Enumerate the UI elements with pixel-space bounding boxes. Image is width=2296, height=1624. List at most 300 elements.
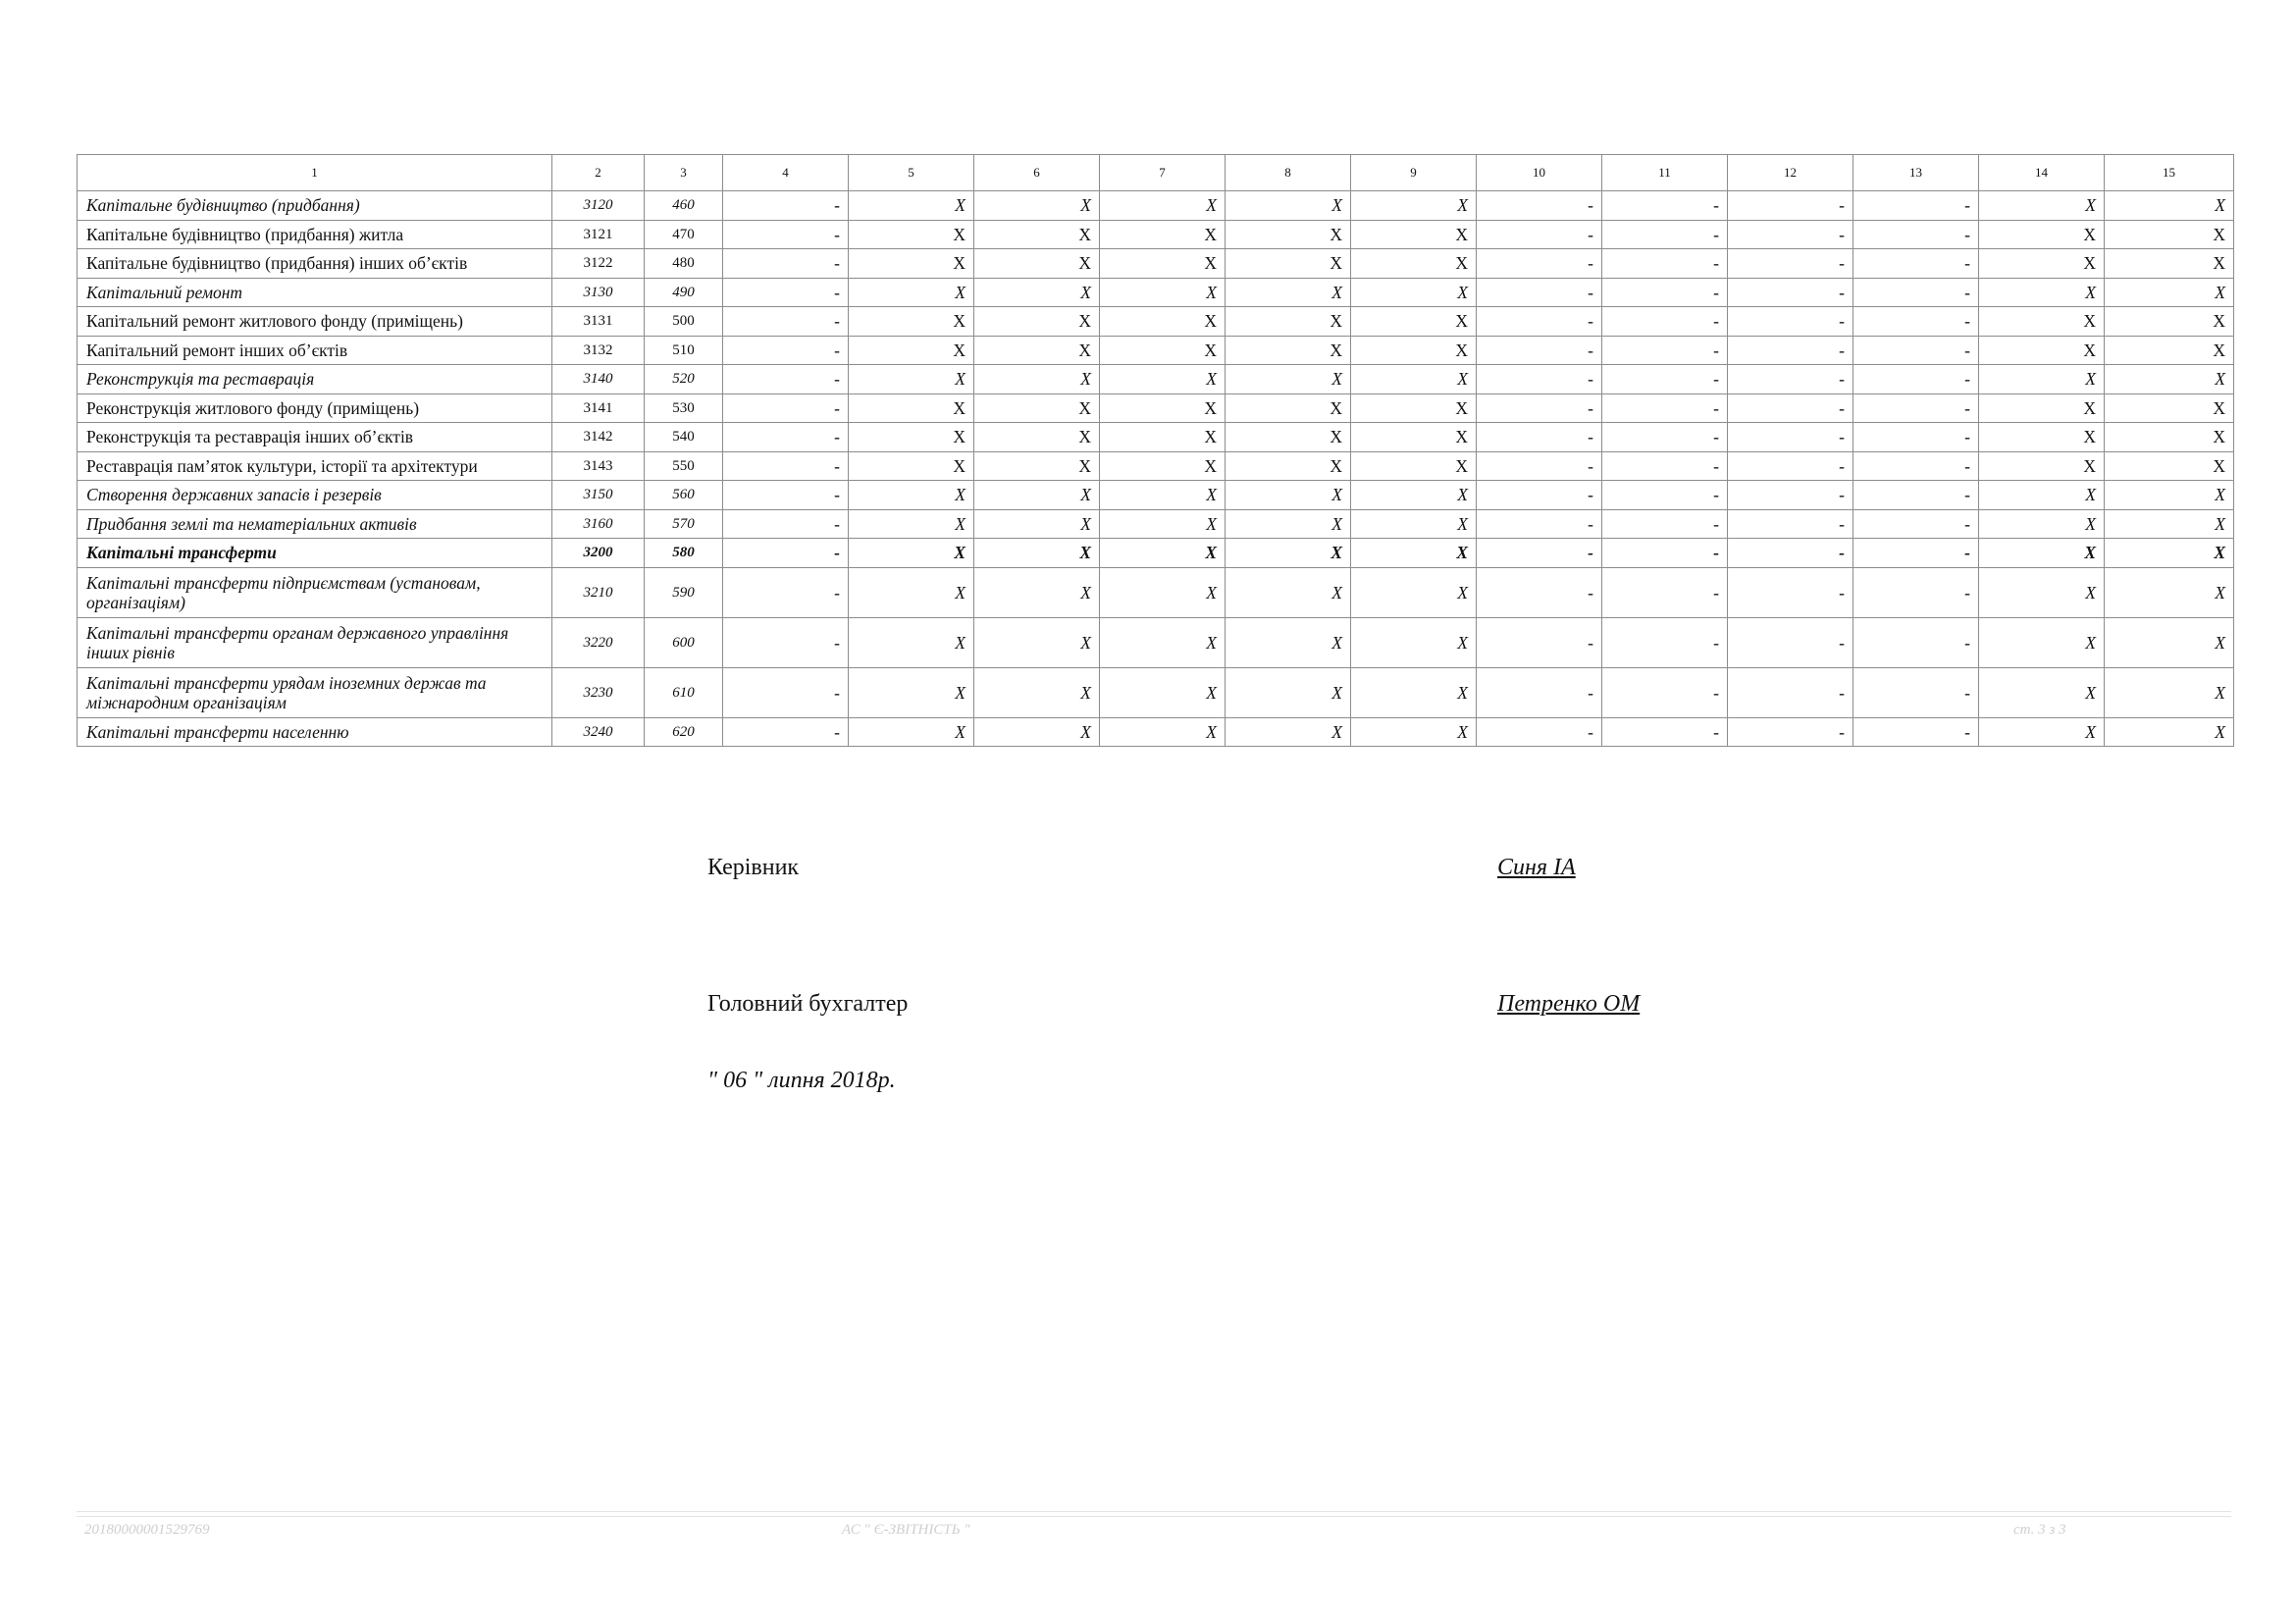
value-cell: - [1477, 249, 1602, 279]
value-cell: X [1226, 278, 1351, 307]
row-label-cell: Створення державних запасів і резервів [78, 481, 552, 510]
column-header: 9 [1351, 155, 1477, 191]
value-cell: X [1226, 667, 1351, 717]
value-cell: X [849, 249, 974, 279]
line-code-cell: 470 [645, 220, 723, 249]
column-header: 12 [1728, 155, 1853, 191]
kekv-code-cell: 3141 [552, 393, 645, 423]
value-cell: - [1602, 336, 1728, 365]
table-row [78, 307, 2234, 337]
column-header: 14 [1979, 155, 2105, 191]
table-row [78, 567, 2234, 617]
value-cell: X [2105, 567, 2234, 617]
value-cell: X [974, 539, 1100, 568]
value-cell: - [1477, 667, 1602, 717]
value-cell: X [1351, 336, 1477, 365]
value-cell: X [1979, 336, 2105, 365]
value-cell: X [1979, 249, 2105, 279]
row-label-cell: Капітальний ремонт інших об’єктів [78, 336, 552, 365]
value-cell: - [723, 365, 849, 394]
value-cell: X [1100, 509, 1226, 539]
value-cell: X [1351, 451, 1477, 481]
chief-accountant-label: Головний бухгалтер [707, 991, 909, 1017]
table-header-row [78, 155, 2234, 191]
kekv-code-cell: 3230 [552, 667, 645, 717]
footer-page-number: ст. 3 з 3 [2013, 1522, 2066, 1538]
value-cell: X [1351, 220, 1477, 249]
value-cell: X [2105, 393, 2234, 423]
value-cell: X [1226, 191, 1351, 221]
value-cell: - [1477, 393, 1602, 423]
column-header: 11 [1602, 155, 1728, 191]
line-code-cell: 570 [645, 509, 723, 539]
value-cell: X [1100, 451, 1226, 481]
row-label-cell: Реставрація пам’яток культури, історії та архітектури [78, 451, 552, 481]
value-cell: X [1226, 220, 1351, 249]
row-label-cell: Реконструкція та реставрація [78, 365, 552, 394]
value-cell: X [849, 393, 974, 423]
value-cell: X [849, 481, 974, 510]
value-cell: X [1100, 191, 1226, 221]
value-cell: X [2105, 667, 2234, 717]
column-header: 10 [1477, 155, 1602, 191]
value-cell: - [1853, 667, 1979, 717]
value-cell: X [1100, 539, 1226, 568]
table-row [78, 249, 2234, 279]
value-cell: X [1351, 667, 1477, 717]
line-code-cell: 500 [645, 307, 723, 337]
value-cell: X [1226, 451, 1351, 481]
line-code-cell: 480 [645, 249, 723, 279]
value-cell: - [723, 220, 849, 249]
line-code-cell: 600 [645, 617, 723, 667]
value-cell: X [849, 617, 974, 667]
value-cell: X [849, 667, 974, 717]
value-cell: - [1853, 249, 1979, 279]
value-cell: X [2105, 509, 2234, 539]
kekv-code-cell: 3121 [552, 220, 645, 249]
value-cell: X [974, 481, 1100, 510]
kekv-code-cell: 3120 [552, 191, 645, 221]
value-cell: - [1602, 539, 1728, 568]
value-cell: - [723, 249, 849, 279]
value-cell: X [1979, 717, 2105, 747]
line-code-cell: 510 [645, 336, 723, 365]
value-cell: X [849, 509, 974, 539]
value-cell: X [2105, 336, 2234, 365]
value-cell: - [1477, 191, 1602, 221]
value-cell: - [1602, 365, 1728, 394]
value-cell: - [1728, 336, 1853, 365]
value-cell: - [1477, 365, 1602, 394]
value-cell: - [1602, 393, 1728, 423]
value-cell: X [974, 336, 1100, 365]
value-cell: - [1602, 220, 1728, 249]
kekv-code-cell: 3200 [552, 539, 645, 568]
value-cell: X [849, 423, 974, 452]
value-cell: - [1728, 249, 1853, 279]
value-cell: - [1602, 717, 1728, 747]
value-cell: - [1477, 423, 1602, 452]
value-cell: X [2105, 191, 2234, 221]
value-cell: X [1979, 278, 2105, 307]
value-cell: X [1100, 278, 1226, 307]
value-cell: - [1728, 278, 1853, 307]
line-code-cell: 590 [645, 567, 723, 617]
value-cell: - [1477, 278, 1602, 307]
value-cell: - [723, 451, 849, 481]
value-cell: X [849, 717, 974, 747]
kekv-code-cell: 3122 [552, 249, 645, 279]
kekv-code-cell: 3130 [552, 278, 645, 307]
value-cell: X [1100, 717, 1226, 747]
value-cell: - [1477, 336, 1602, 365]
value-cell: X [1351, 509, 1477, 539]
table-row [78, 423, 2234, 452]
value-cell: - [723, 717, 849, 747]
column-header: 1 [78, 155, 552, 191]
value-cell: - [1853, 336, 1979, 365]
value-cell: - [1477, 451, 1602, 481]
value-cell: - [723, 393, 849, 423]
value-cell: X [1979, 509, 2105, 539]
value-cell: X [1351, 249, 1477, 279]
value-cell: - [1853, 567, 1979, 617]
table-row [78, 393, 2234, 423]
value-cell: - [1728, 481, 1853, 510]
value-cell: X [2105, 539, 2234, 568]
value-cell: X [1100, 249, 1226, 279]
value-cell: X [2105, 617, 2234, 667]
value-cell: - [1602, 451, 1728, 481]
value-cell: - [1728, 539, 1853, 568]
line-code-cell: 550 [645, 451, 723, 481]
value-cell: X [974, 278, 1100, 307]
table-row [78, 336, 2234, 365]
chief-accountant-name-signature: Петренко ОМ [1497, 991, 1641, 1017]
value-cell: - [723, 567, 849, 617]
column-header: 5 [849, 155, 974, 191]
table-row [78, 191, 2234, 221]
value-cell: X [1351, 191, 1477, 221]
value-cell: X [974, 365, 1100, 394]
value-cell: - [1602, 667, 1728, 717]
value-cell: - [1728, 509, 1853, 539]
value-cell: X [1226, 717, 1351, 747]
report-date: " 06 " липня 2018р. [707, 1068, 896, 1093]
table-row [78, 220, 2234, 249]
value-cell: X [974, 617, 1100, 667]
value-cell: X [849, 307, 974, 337]
head-label: Керівник [707, 855, 800, 880]
value-cell: - [1602, 617, 1728, 667]
value-cell: X [974, 509, 1100, 539]
column-header: 13 [1853, 155, 1979, 191]
value-cell: - [723, 307, 849, 337]
value-cell: X [2105, 365, 2234, 394]
value-cell: X [1979, 307, 2105, 337]
value-cell: - [723, 278, 849, 307]
value-cell: X [1351, 567, 1477, 617]
value-cell: X [1100, 393, 1226, 423]
line-code-cell: 540 [645, 423, 723, 452]
value-cell: - [1602, 481, 1728, 510]
kekv-code-cell: 3240 [552, 717, 645, 747]
value-cell: - [1853, 365, 1979, 394]
value-cell: X [849, 336, 974, 365]
line-code-cell: 490 [645, 278, 723, 307]
value-cell: X [1979, 667, 2105, 717]
table-row [78, 717, 2234, 747]
line-code-cell: 530 [645, 393, 723, 423]
value-cell: - [1853, 423, 1979, 452]
value-cell: - [1477, 567, 1602, 617]
row-label-cell: Капітальне будівництво (придбання) житла [78, 220, 552, 249]
value-cell: - [1728, 423, 1853, 452]
line-code-cell: 580 [645, 539, 723, 568]
row-label-cell: Капітальні трансферти [78, 539, 552, 568]
value-cell: X [2105, 451, 2234, 481]
value-cell: - [1853, 307, 1979, 337]
value-cell: X [974, 567, 1100, 617]
value-cell: - [723, 336, 849, 365]
row-label-cell: Реконструкція житлового фонду (приміщень) [78, 393, 552, 423]
value-cell: X [1979, 220, 2105, 249]
value-cell: X [2105, 423, 2234, 452]
value-cell: X [974, 249, 1100, 279]
value-cell: X [1351, 278, 1477, 307]
value-cell: - [1602, 278, 1728, 307]
value-cell: X [974, 667, 1100, 717]
value-cell: X [849, 365, 974, 394]
value-cell: X [1351, 717, 1477, 747]
column-header: 2 [552, 155, 645, 191]
value-cell: - [723, 423, 849, 452]
table-row [78, 481, 2234, 510]
value-cell: - [1728, 667, 1853, 717]
kekv-code-cell: 3160 [552, 509, 645, 539]
value-cell: X [2105, 278, 2234, 307]
value-cell: X [1100, 667, 1226, 717]
value-cell: X [849, 191, 974, 221]
value-cell: X [1351, 423, 1477, 452]
value-cell: - [1853, 481, 1979, 510]
value-cell: X [1979, 423, 2105, 452]
value-cell: - [1602, 191, 1728, 221]
value-cell: X [974, 423, 1100, 452]
value-cell: - [1853, 539, 1979, 568]
column-header: 4 [723, 155, 849, 191]
value-cell: X [1226, 393, 1351, 423]
value-cell: - [1477, 509, 1602, 539]
value-cell: X [1226, 249, 1351, 279]
value-cell: X [1100, 617, 1226, 667]
value-cell: X [1226, 307, 1351, 337]
table-body [78, 191, 2234, 747]
value-cell: X [1100, 423, 1226, 452]
footer-rule-bottom [77, 1516, 2231, 1517]
value-cell: X [1226, 423, 1351, 452]
value-cell: - [1853, 451, 1979, 481]
value-cell: - [1477, 617, 1602, 667]
value-cell: - [723, 539, 849, 568]
row-label-cell: Капітальні трансферти урядам іноземних держав та міжнародним організаціям [78, 667, 552, 717]
value-cell: X [1351, 539, 1477, 568]
value-cell: - [723, 667, 849, 717]
row-label-cell: Капітальні трансферти органам державного управління інших рівнів [78, 617, 552, 667]
line-code-cell: 610 [645, 667, 723, 717]
report-table [77, 154, 2234, 747]
value-cell: X [974, 220, 1100, 249]
value-cell: - [1602, 249, 1728, 279]
value-cell: X [1979, 539, 2105, 568]
row-label-cell: Капітальний ремонт житлового фонду (приміщень) [78, 307, 552, 337]
value-cell: X [974, 393, 1100, 423]
kekv-code-cell: 3132 [552, 336, 645, 365]
value-cell: - [723, 191, 849, 221]
value-cell: - [1853, 617, 1979, 667]
value-cell: - [1602, 509, 1728, 539]
value-cell: X [849, 567, 974, 617]
table-row [78, 509, 2234, 539]
value-cell: X [1226, 481, 1351, 510]
kekv-code-cell: 3210 [552, 567, 645, 617]
value-cell: X [849, 539, 974, 568]
value-cell: - [1477, 481, 1602, 510]
value-cell: X [1979, 481, 2105, 510]
table-row [78, 617, 2234, 667]
column-header: 15 [2105, 155, 2234, 191]
row-label-cell: Капітальний ремонт [78, 278, 552, 307]
column-header: 7 [1100, 155, 1226, 191]
value-cell: - [1728, 307, 1853, 337]
kekv-code-cell: 3140 [552, 365, 645, 394]
row-label-cell: Капітальне будівництво (придбання) інших об’єктів [78, 249, 552, 279]
value-cell: - [1728, 567, 1853, 617]
line-code-cell: 520 [645, 365, 723, 394]
value-cell: - [1477, 220, 1602, 249]
value-cell: X [849, 451, 974, 481]
value-cell: X [1226, 365, 1351, 394]
value-cell: - [1602, 307, 1728, 337]
value-cell: - [1477, 717, 1602, 747]
value-cell: X [1979, 451, 2105, 481]
value-cell: - [1728, 451, 1853, 481]
line-code-cell: 460 [645, 191, 723, 221]
value-cell: X [1100, 336, 1226, 365]
value-cell: X [1979, 393, 2105, 423]
row-label-cell: Реконструкція та реставрація інших об’єктів [78, 423, 552, 452]
value-cell: - [1728, 191, 1853, 221]
value-cell: X [974, 191, 1100, 221]
value-cell: X [849, 278, 974, 307]
value-cell: - [1853, 220, 1979, 249]
footer-rule-top [77, 1511, 2231, 1512]
row-label-cell: Капітальні трансферти населенню [78, 717, 552, 747]
value-cell: X [2105, 717, 2234, 747]
kekv-code-cell: 3143 [552, 451, 645, 481]
value-cell: X [2105, 481, 2234, 510]
line-code-cell: 620 [645, 717, 723, 747]
value-cell: - [1602, 423, 1728, 452]
value-cell: X [1100, 481, 1226, 510]
value-cell: X [1351, 307, 1477, 337]
head-name-signature: Синя ІА [1497, 855, 1576, 880]
value-cell: - [1853, 393, 1979, 423]
table-row [78, 278, 2234, 307]
value-cell: X [1226, 539, 1351, 568]
value-cell: X [1226, 509, 1351, 539]
value-cell: X [1351, 617, 1477, 667]
value-cell: X [2105, 249, 2234, 279]
value-cell: - [1853, 278, 1979, 307]
value-cell: - [1477, 307, 1602, 337]
value-cell: - [1853, 191, 1979, 221]
value-cell: X [2105, 307, 2234, 337]
value-cell: - [1728, 220, 1853, 249]
table-row [78, 365, 2234, 394]
column-header: 8 [1226, 155, 1351, 191]
kekv-code-cell: 3150 [552, 481, 645, 510]
value-cell: X [1979, 617, 2105, 667]
table-row [78, 451, 2234, 481]
column-header: 3 [645, 155, 723, 191]
column-header: 6 [974, 155, 1100, 191]
kekv-code-cell: 3220 [552, 617, 645, 667]
value-cell: X [1351, 393, 1477, 423]
row-label-cell: Капітальне будівництво (придбання) [78, 191, 552, 221]
value-cell: - [723, 509, 849, 539]
value-cell: X [974, 451, 1100, 481]
value-cell: - [1728, 393, 1853, 423]
table-row [78, 539, 2234, 568]
value-cell: X [1351, 481, 1477, 510]
value-cell: X [1226, 617, 1351, 667]
value-cell: X [1351, 365, 1477, 394]
value-cell: - [1602, 567, 1728, 617]
value-cell: X [974, 717, 1100, 747]
value-cell: X [1100, 567, 1226, 617]
value-cell: X [1979, 567, 2105, 617]
row-label-cell: Придбання землі та нематеріальних активів [78, 509, 552, 539]
footer-document-id: 20180000001529769 [84, 1522, 210, 1538]
value-cell: X [849, 220, 974, 249]
value-cell: X [1100, 307, 1226, 337]
value-cell: - [723, 481, 849, 510]
table-row [78, 667, 2234, 717]
value-cell: X [974, 307, 1100, 337]
value-cell: - [723, 617, 849, 667]
value-cell: X [1100, 220, 1226, 249]
footer-system-name: АС " Є-ЗВІТНІСТЬ " [842, 1522, 970, 1538]
value-cell: - [1728, 617, 1853, 667]
kekv-code-cell: 3131 [552, 307, 645, 337]
value-cell: X [2105, 220, 2234, 249]
value-cell: - [1728, 717, 1853, 747]
value-cell: - [1477, 539, 1602, 568]
kekv-code-cell: 3142 [552, 423, 645, 452]
value-cell: X [1979, 365, 2105, 394]
line-code-cell: 560 [645, 481, 723, 510]
value-cell: X [1226, 567, 1351, 617]
value-cell: X [1979, 191, 2105, 221]
value-cell: X [1100, 365, 1226, 394]
value-cell: - [1853, 509, 1979, 539]
value-cell: - [1728, 365, 1853, 394]
row-label-cell: Капітальні трансферти підприємствам (установам, організаціям) [78, 567, 552, 617]
value-cell: X [1226, 336, 1351, 365]
value-cell: - [1853, 717, 1979, 747]
